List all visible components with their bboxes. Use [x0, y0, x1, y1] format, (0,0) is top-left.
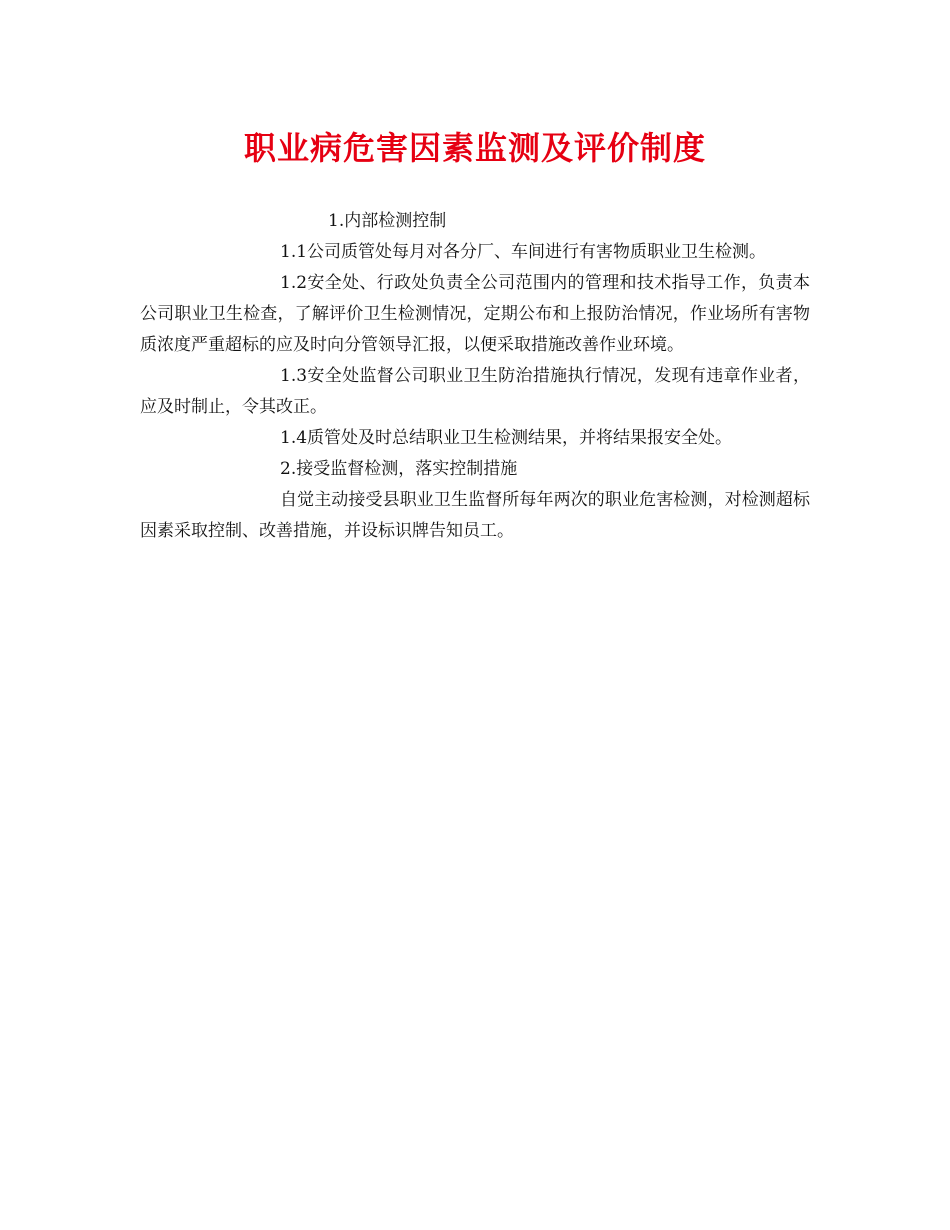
paragraph-1-2: 1.2安全处、行政处负责全公司范围内的管理和技术指导工作，负责本公司职业卫生检查，了解评价卫生检测情况，定期公布和上报防治情况，作业场所有害物质浓度严重超标的应及时向分管领导汇报，以便采取措施改善作业环境。 [140, 273, 810, 355]
paragraph-2: 自觉主动接受县职业卫生监督所每年两次的职业危害检测，对检测超标因素采取控制、改善措施，并设标识牌告知员工。 [140, 490, 810, 541]
document-body [140, 206, 810, 547]
section-heading-1: 1.内部检测控制 [328, 211, 447, 231]
paragraph-1-3: 1.3安全处监督公司职业卫生防治措施执行情况，发现有违章作业者，应及时制止，令其改正。 [140, 366, 810, 417]
paragraph-1-1: 1.1公司质管处每月对各分厂、车间进行有害物质职业卫生检测。 [280, 242, 767, 262]
section-heading-2: 2.接受监督检测，落实控制措施 [280, 459, 518, 479]
paragraph-1-4: 1.4质管处及时总结职业卫生检测结果，并将结果报安全处。 [280, 428, 733, 448]
document-title: 职业病危害因素监测及评价制度 [243, 129, 706, 167]
